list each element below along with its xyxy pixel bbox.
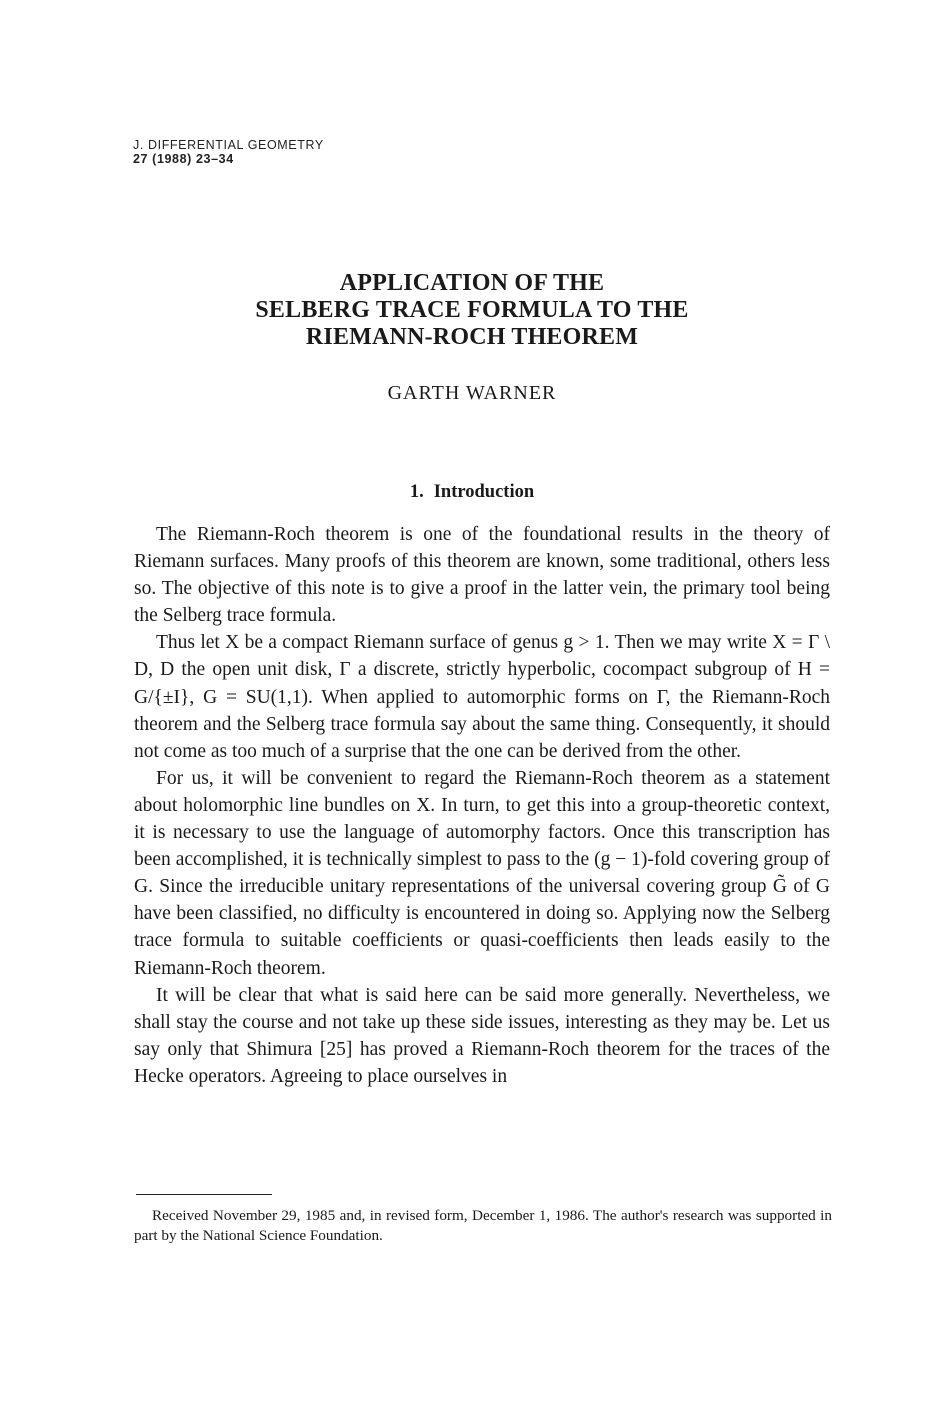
- paragraph: The Riemann-Roch theorem is one of the foundational results in the theory of Riemann surfaces. Many proofs of this theorem are known, some traditional, others less so. The objective of this note is to give a proof in the latter vein, the primary tool being the Selberg trace formula.: [134, 524, 830, 627]
- author-name: GARTH WARNER: [387, 382, 557, 404]
- footnote-text: Received November 29, 1985 and, in revised form, December 1, 1986. The author's research was supported in part by the National Science Foundation.: [134, 1207, 832, 1244]
- paragraph: Thus let X be a compact Riemann surface of genus g > 1. Then we may write X = Γ \ D, D the open unit disk, Γ a discrete, strictly hyperbolic, cocompact subgroup of H = G/{±I}, G = SU(1,1). When applied to automorphic forms on Γ, the Riemann-Roch theorem and the Selberg trace formula say about the same thing. Consequently, it should not come as too much of a surprise that the one can be derived from the other.: [134, 632, 830, 762]
- paper-title: [0, 270, 944, 351]
- title-line-1: APPLICATION OF THE: [339, 270, 605, 296]
- paragraph: It will be clear that what is said here can be said more generally. Nevertheless, we shall stay the course and not take up these side issues, interesting as they may be. Let us say only that Shimura [25] has proved a Riemann-Roch theorem for the traces of the Hecke operators. Agreeing to place ourselves in: [134, 984, 830, 1087]
- section-title: Introduction: [433, 482, 535, 502]
- journal-volume: 27 (1988) 23–34: [133, 152, 234, 166]
- section-heading: [0, 482, 944, 503]
- title-line-2: SELBERG TRACE FORMULA TO THE: [255, 297, 689, 323]
- footnote: [134, 1206, 832, 1246]
- footnote-rule: [136, 1194, 272, 1195]
- section-number: 1.: [409, 482, 424, 502]
- title-line-3: RIEMANN-ROCH THEOREM: [305, 324, 639, 350]
- journal-name: J. DIFFERENTIAL GEOMETRY: [133, 138, 324, 152]
- body-text: [134, 521, 830, 1090]
- journal-header: [133, 138, 324, 166]
- paragraph: For us, it will be convenient to regard the Riemann-Roch theorem as a statement about holomorphic line bundles on X. In turn, to get this into a group-theoretic context, it is necessary to use the language of automorphy factors. Once this transcription has been accomplished, it is technically simplest to pass to the (g − 1)-fold covering group of G. Since the irreducible unitary representations of the universal covering group G̃ of G have been classified, no difficulty is encountered in doing so. Applying now the Selberg trace formula to suitable coefficients or quasi-coefficients then leads easily to the Riemann-Roch theorem.: [134, 767, 830, 979]
